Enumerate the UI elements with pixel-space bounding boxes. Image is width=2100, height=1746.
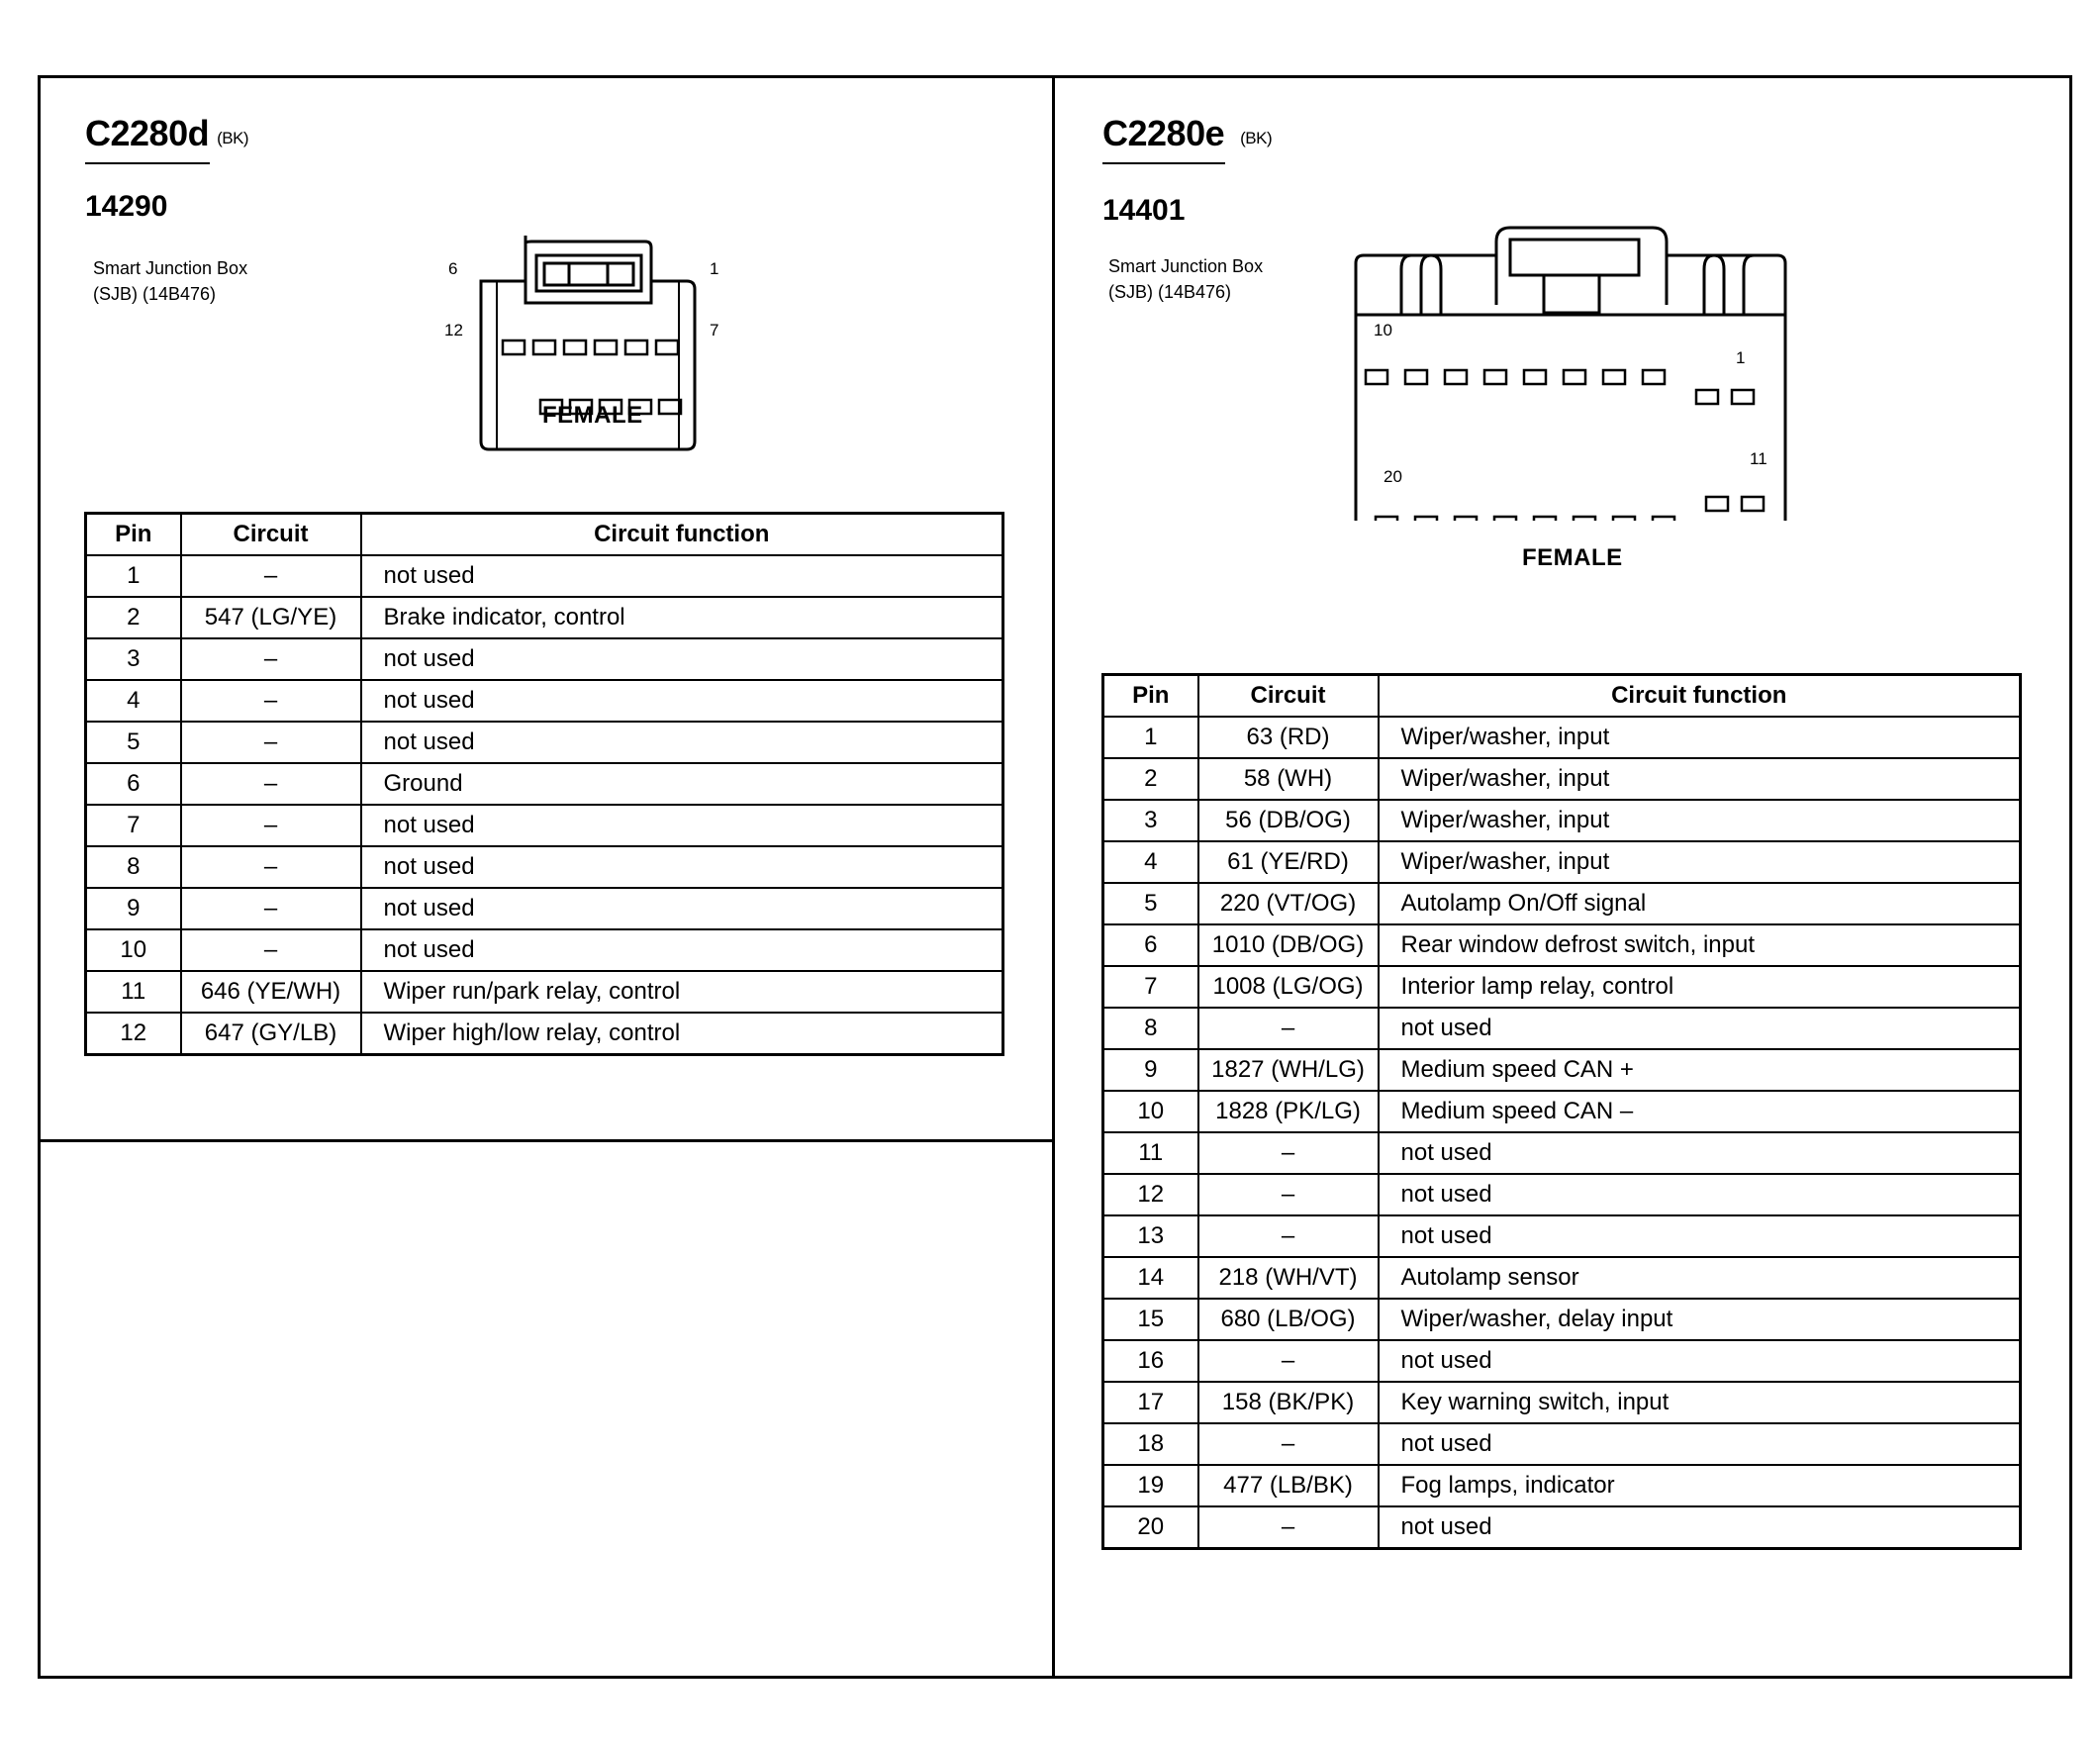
pin-cell: 16: [1103, 1340, 1198, 1382]
circuit-function-cell: Ground: [361, 763, 1003, 805]
pin-cell: 7: [1103, 966, 1198, 1008]
connector-panel-c2280d: [38, 75, 1054, 1140]
pin-cell: 11: [1103, 1132, 1198, 1174]
circuit-cell: 58 (WH): [1198, 758, 1379, 800]
table-row: [1103, 1382, 2021, 1423]
table-row: [86, 722, 1003, 763]
pin-row-top: [1366, 370, 1754, 404]
circuit-function-cell: not used: [1379, 1008, 2021, 1049]
pin-cell: 19: [1103, 1465, 1198, 1506]
table-row: [86, 971, 1003, 1013]
table-row: [1103, 1174, 2021, 1215]
circuit-function-cell: not used: [361, 722, 1003, 763]
pin-cell: 8: [86, 846, 181, 888]
circuit-cell: –: [1198, 1008, 1379, 1049]
pin-cell: 2: [86, 597, 181, 638]
circuit-function-cell: Wiper/washer, input: [1379, 758, 2021, 800]
circuit-function-cell: Brake indicator, control: [361, 597, 1003, 638]
connector-gender: FEMALE: [1522, 544, 1623, 571]
table-row: [1103, 1340, 2021, 1382]
connector-face-diagram: [1352, 224, 1807, 521]
circuit-cell: –: [181, 680, 361, 722]
pin-cell: 4: [1103, 841, 1198, 883]
circuit-cell: 158 (BK/PK): [1198, 1382, 1379, 1423]
pin-cell: 15: [1103, 1299, 1198, 1340]
pin-cell: 5: [86, 722, 181, 763]
connector-title: [85, 113, 248, 154]
table-row: [1103, 1049, 2021, 1091]
circuit-function-cell: Wiper/washer, input: [1379, 800, 2021, 841]
circuit-cell: –: [181, 763, 361, 805]
pin-cell: 14: [1103, 1257, 1198, 1299]
table-row: [86, 1013, 1003, 1055]
circuit-cell: 547 (LG/YE): [181, 597, 361, 638]
pin-cell: 6: [1103, 924, 1198, 966]
description-line: Smart Junction Box: [93, 258, 248, 278]
connector-id: C2280e: [1102, 113, 1225, 153]
circuit-function-cell: not used: [361, 846, 1003, 888]
circuit-cell: 680 (LB/OG): [1198, 1299, 1379, 1340]
circuit-function-cell: not used: [361, 888, 1003, 929]
circuit-function-cell: not used: [1379, 1132, 2021, 1174]
circuit-function-cell: Medium speed CAN +: [1379, 1049, 2021, 1091]
circuit-function-cell: Key warning switch, input: [1379, 1382, 2021, 1423]
pin-cell: 11: [86, 971, 181, 1013]
pin-cell: 10: [86, 929, 181, 971]
circuit-cell: –: [1198, 1423, 1379, 1465]
table-row: [86, 888, 1003, 929]
connector-gender: FEMALE: [542, 402, 643, 429]
table-row: [1103, 1215, 2021, 1257]
circuit-function-cell: Wiper/washer, input: [1379, 717, 2021, 758]
circuit-function-cell: not used: [1379, 1174, 2021, 1215]
table-row: [86, 680, 1003, 722]
table-row: [1103, 1299, 2021, 1340]
description-line: Smart Junction Box: [1108, 256, 1264, 276]
pin-cell: 7: [86, 805, 181, 846]
circuit-cell: 477 (LB/BK): [1198, 1465, 1379, 1506]
pin-cell: 17: [1103, 1382, 1198, 1423]
pinout-table: [84, 512, 1004, 1056]
circuit-function-cell: not used: [1379, 1215, 2021, 1257]
circuit-cell: –: [1198, 1215, 1379, 1257]
circuit-cell: 1828 (PK/LG): [1198, 1091, 1379, 1132]
pin-label-bottom-left: 12: [444, 321, 463, 340]
circuit-function-cell: not used: [361, 929, 1003, 971]
circuit-cell: –: [181, 846, 361, 888]
table-row: [1103, 1091, 2021, 1132]
pin-cell: 9: [1103, 1049, 1198, 1091]
table-row: [1103, 1465, 2021, 1506]
table-header-row: [1103, 675, 2021, 718]
table-row: [1103, 883, 2021, 924]
table-row: [1103, 1257, 2021, 1299]
connector-title: [1102, 113, 1272, 154]
pin-label-bottom-right: 11: [1750, 449, 1767, 468]
pin-label-top-right: 1: [710, 259, 719, 278]
circuit-function-cell: Wiper run/park relay, control: [361, 971, 1003, 1013]
circuit-function-cell: not used: [361, 805, 1003, 846]
pin-label-bottom-right: 7: [710, 321, 719, 340]
pin-cell: 13: [1103, 1215, 1198, 1257]
table-row: [86, 846, 1003, 888]
pin-cell: 6: [86, 763, 181, 805]
circuit-cell: –: [181, 722, 361, 763]
table-row: [1103, 800, 2021, 841]
connector-color-code: (BK): [1240, 129, 1273, 147]
pin-label-top-left: 10: [1374, 321, 1392, 340]
table-row: [1103, 841, 2021, 883]
circuit-cell: 218 (WH/VT): [1198, 1257, 1379, 1299]
pin-cell: 2: [1103, 758, 1198, 800]
pin-cell: 9: [86, 888, 181, 929]
circuit-cell: –: [1198, 1506, 1379, 1549]
pin-cell: 3: [86, 638, 181, 680]
pin-cell: 1: [86, 555, 181, 597]
circuit-function-cell: Rear window defrost switch, input: [1379, 924, 2021, 966]
circuit-cell: 1827 (WH/LG): [1198, 1049, 1379, 1091]
table-row: [86, 763, 1003, 805]
pin-cell: 12: [86, 1013, 181, 1055]
circuit-cell: 1008 (LG/OG): [1198, 966, 1379, 1008]
circuit-function-cell: Wiper/washer, input: [1379, 841, 2021, 883]
header-circuit-function: Circuit function: [361, 514, 1003, 556]
circuit-cell: 63 (RD): [1198, 717, 1379, 758]
pin-label-top-right: 1: [1736, 348, 1746, 367]
table-row: [1103, 1506, 2021, 1549]
circuit-function-cell: not used: [361, 555, 1003, 597]
circuit-function-cell: not used: [361, 680, 1003, 722]
connector-panel-c2280e: [1055, 75, 2072, 1679]
latch-tab: [1544, 275, 1599, 313]
title-underline: [1102, 162, 1225, 164]
circuit-cell: 646 (YE/WH): [181, 971, 361, 1013]
header-circuit: Circuit: [181, 514, 361, 556]
pin-row-top: [503, 340, 678, 354]
table-row: [86, 597, 1003, 638]
pin-cell: 8: [1103, 1008, 1198, 1049]
description-line: (SJB) (14B476): [93, 284, 217, 304]
circuit-cell: –: [181, 638, 361, 680]
circuit-function-cell: Autolamp On/Off signal: [1379, 883, 2021, 924]
pin-cell: 20: [1103, 1506, 1198, 1549]
circuit-cell: –: [181, 555, 361, 597]
pin-cell: 5: [1103, 883, 1198, 924]
table-row: [1103, 966, 2021, 1008]
part-number: 14290: [85, 190, 168, 223]
circuit-function-cell: Interior lamp relay, control: [1379, 966, 2021, 1008]
circuit-function-cell: Wiper high/low relay, control: [361, 1013, 1003, 1055]
pin-label-top-left: 6: [448, 259, 458, 278]
header-pin: Pin: [1103, 675, 1198, 718]
table-row: [1103, 1008, 2021, 1049]
header-circuit: Circuit: [1198, 675, 1379, 718]
table-header-row: [86, 514, 1003, 556]
pin-cell: 3: [1103, 800, 1198, 841]
pinout-table: [1101, 673, 2022, 1550]
component-description: [1108, 253, 1263, 305]
circuit-function-cell: not used: [1379, 1340, 2021, 1382]
table-row: [86, 555, 1003, 597]
pin-cell: 1: [1103, 717, 1198, 758]
connector-id: C2280d: [85, 113, 210, 153]
table-row: [86, 929, 1003, 971]
pin-label-bottom-left: 20: [1384, 467, 1402, 486]
circuit-cell: 61 (YE/RD): [1198, 841, 1379, 883]
circuit-cell: 647 (GY/LB): [181, 1013, 361, 1055]
description-line: (SJB) (14B476): [1108, 282, 1232, 302]
pin-row-bottom: [1376, 497, 1764, 521]
table-row: [86, 638, 1003, 680]
latch-tab: [544, 263, 633, 285]
circuit-cell: –: [1198, 1174, 1379, 1215]
pin-cell: 12: [1103, 1174, 1198, 1215]
table-row: [86, 805, 1003, 846]
connector-color-code: (BK): [217, 129, 249, 147]
circuit-cell: –: [181, 929, 361, 971]
latch-window: [1510, 240, 1639, 275]
header-pin: Pin: [86, 514, 181, 556]
circuit-cell: 56 (DB/OG): [1198, 800, 1379, 841]
circuit-function-cell: not used: [361, 638, 1003, 680]
table-row: [1103, 1423, 2021, 1465]
title-underline: [85, 162, 210, 164]
circuit-function-cell: not used: [1379, 1506, 2021, 1549]
pin-cell: 10: [1103, 1091, 1198, 1132]
table-row: [1103, 924, 2021, 966]
circuit-function-cell: Medium speed CAN –: [1379, 1091, 2021, 1132]
circuit-cell: –: [181, 888, 361, 929]
circuit-cell: –: [181, 805, 361, 846]
circuit-cell: –: [1198, 1340, 1379, 1382]
circuit-cell: 220 (VT/OG): [1198, 883, 1379, 924]
component-description: [93, 255, 247, 307]
part-number: 14401: [1102, 194, 1186, 227]
circuit-function-cell: not used: [1379, 1423, 2021, 1465]
circuit-cell: 1010 (DB/OG): [1198, 924, 1379, 966]
table-row: [1103, 717, 2021, 758]
circuit-function-cell: Fog lamps, indicator: [1379, 1465, 2021, 1506]
circuit-function-cell: Wiper/washer, delay input: [1379, 1299, 2021, 1340]
circuit-cell: –: [1198, 1132, 1379, 1174]
circuit-function-cell: Autolamp sensor: [1379, 1257, 2021, 1299]
table-row: [1103, 1132, 2021, 1174]
table-row: [1103, 758, 2021, 800]
header-circuit-function: Circuit function: [1379, 675, 2021, 718]
pin-cell: 4: [86, 680, 181, 722]
pin-cell: 18: [1103, 1423, 1198, 1465]
